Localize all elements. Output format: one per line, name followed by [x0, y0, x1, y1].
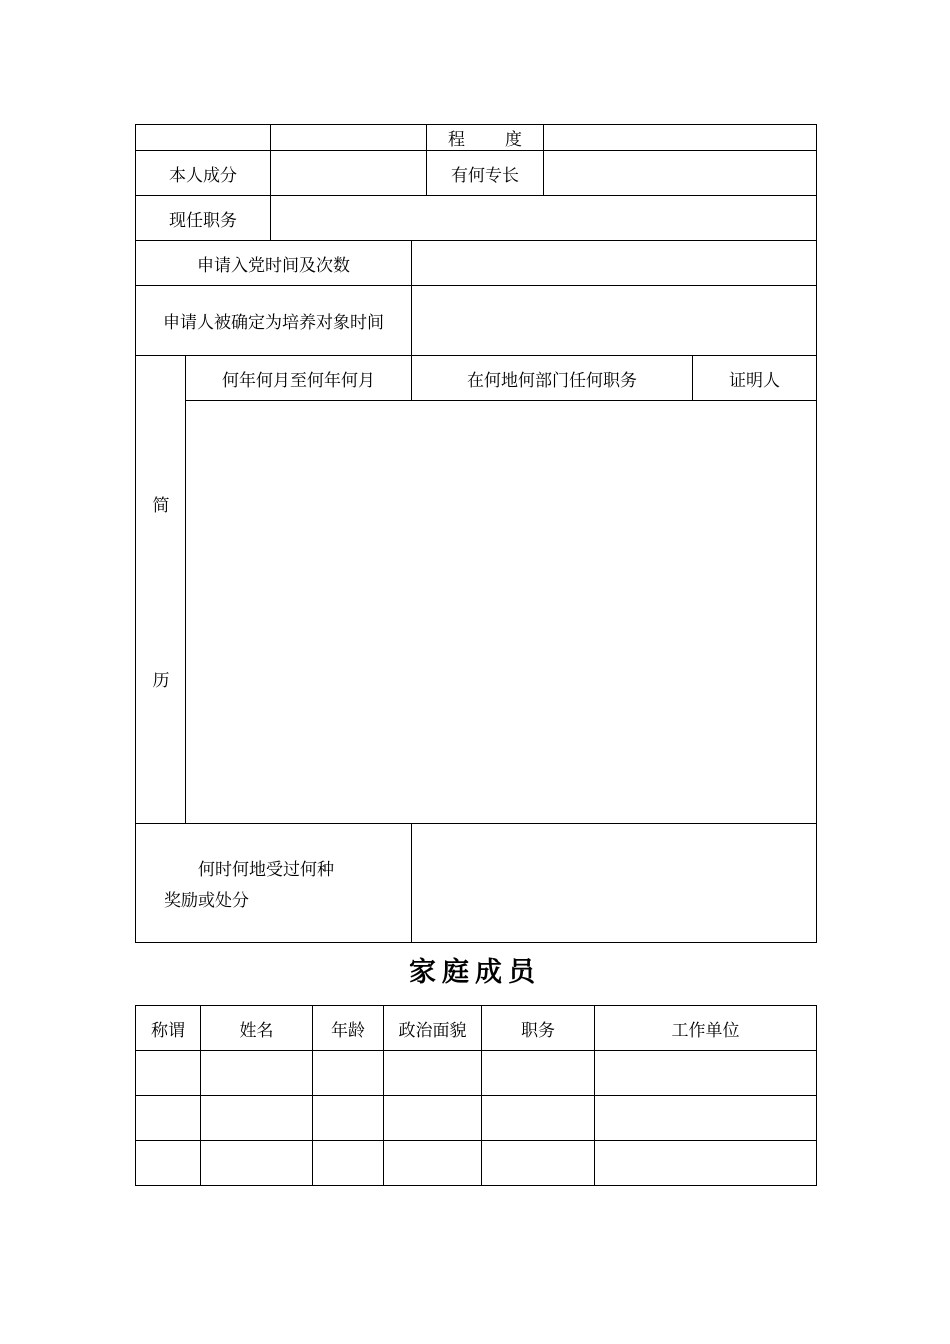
family-cell[interactable]: [595, 1141, 817, 1186]
degree-row: [136, 125, 817, 151]
family-cell[interactable]: [595, 1051, 817, 1096]
table-row: [136, 1051, 817, 1096]
family-header-name: 姓名: [201, 1006, 313, 1051]
cultivation-time-label: 申请人被确定为培养对象时间: [136, 286, 412, 356]
family-cell[interactable]: [201, 1141, 313, 1186]
table-row: [136, 1141, 817, 1186]
degree-input-cell[interactable]: [544, 125, 817, 151]
family-header-position: 职务: [482, 1006, 595, 1051]
resume-header-row: [136, 356, 817, 401]
family-cell[interactable]: [136, 1141, 201, 1186]
table-row: [136, 1096, 817, 1141]
family-cell[interactable]: [482, 1051, 595, 1096]
family-cell[interactable]: [201, 1096, 313, 1141]
family-cell[interactable]: [313, 1096, 384, 1141]
family-members-title: 家庭成员: [409, 957, 541, 988]
current-position-label: 现任职务: [136, 196, 271, 241]
family-cell[interactable]: [482, 1141, 595, 1186]
resume-side-char-2: 历: [152, 671, 170, 691]
family-cell[interactable]: [136, 1096, 201, 1141]
family-header-relation: 称谓: [136, 1006, 201, 1051]
cultivation-time-input[interactable]: [412, 286, 817, 356]
personal-status-label: 本人成分: [136, 151, 271, 196]
resume-side-char-1: 简: [152, 496, 170, 516]
family-header-age: 年龄: [313, 1006, 384, 1051]
family-cell[interactable]: [136, 1051, 201, 1096]
degree-value-cell[interactable]: [271, 125, 427, 151]
family-header-political-status: 政治面貌: [384, 1006, 482, 1051]
resume-place-post-header: 在何地何部门任何职务: [412, 356, 693, 401]
specialty-input[interactable]: [544, 151, 817, 196]
application-time-row: [136, 241, 817, 286]
degree-label: 程 度: [427, 125, 544, 151]
family-cell[interactable]: [201, 1051, 313, 1096]
status-row: [136, 151, 817, 196]
application-time-input[interactable]: [412, 241, 817, 286]
family-header-row: [136, 1006, 817, 1051]
resume-content-area[interactable]: [186, 401, 817, 824]
family-cell[interactable]: [384, 1051, 482, 1096]
resume-side-label: [136, 356, 186, 824]
application-time-label: 申请入党时间及次数: [136, 241, 412, 286]
applicant-info-table: [135, 124, 817, 943]
awards-label: 何时何地受过何种 奖励或处分: [136, 824, 412, 943]
family-header-work-unit: 工作单位: [595, 1006, 817, 1051]
awards-row: [136, 824, 817, 943]
family-cell[interactable]: [595, 1096, 817, 1141]
specialty-label: 有何专长: [427, 151, 544, 196]
personal-status-input[interactable]: [271, 151, 427, 196]
family-cell[interactable]: [313, 1141, 384, 1186]
resume-body-row: [136, 401, 817, 824]
family-cell[interactable]: [384, 1096, 482, 1141]
family-members-table: [135, 1005, 817, 1186]
position-row: [136, 196, 817, 241]
family-cell[interactable]: [313, 1051, 384, 1096]
family-cell[interactable]: [482, 1096, 595, 1141]
degree-row-blank-cell[interactable]: [136, 125, 271, 151]
resume-period-header: 何年何月至何年何月: [186, 356, 412, 401]
awards-input[interactable]: [412, 824, 817, 943]
current-position-input[interactable]: [271, 196, 817, 241]
cultivation-time-row: [136, 286, 817, 356]
family-cell[interactable]: [384, 1141, 482, 1186]
resume-witness-header: 证明人: [693, 356, 817, 401]
